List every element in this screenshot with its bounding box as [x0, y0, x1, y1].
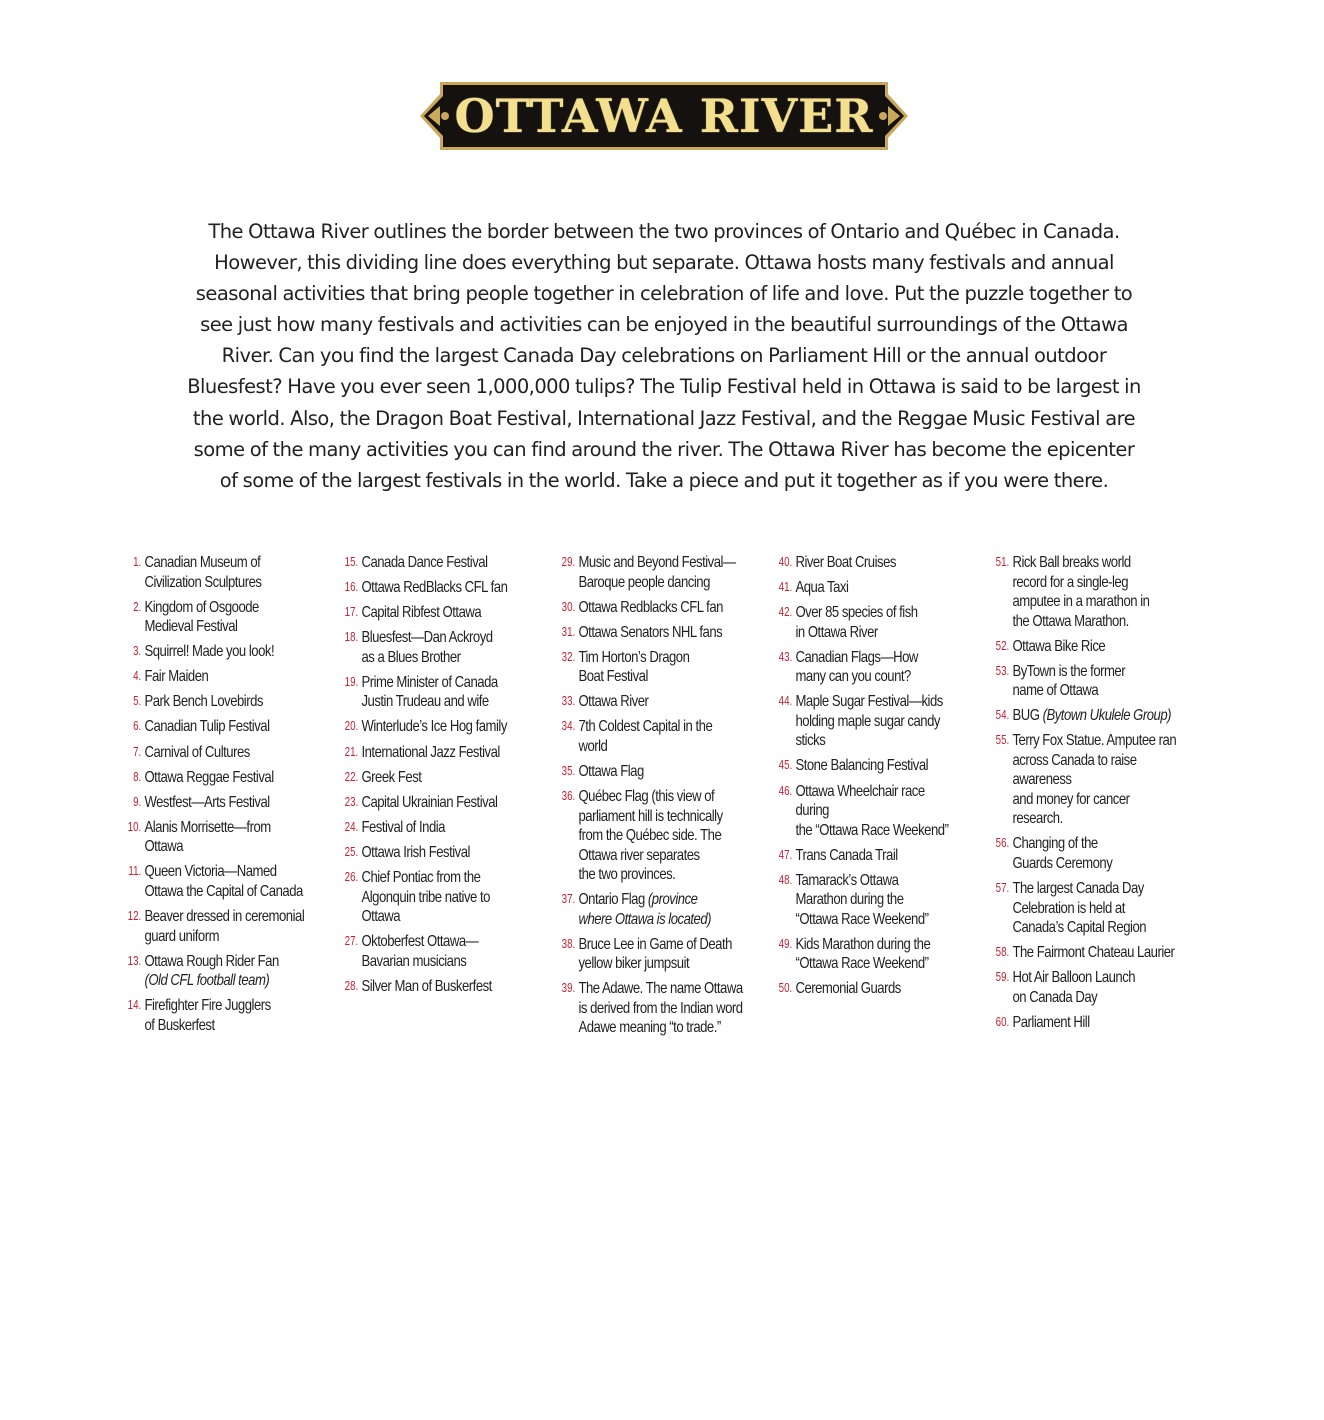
legend-item: [116, 952, 346, 991]
legend-item-label: Parliament Hill: [1012, 1013, 1090, 1031]
legend-item-label: Bruce Lee in Game of Death yellow biker jumpsuit: [578, 935, 732, 973]
legend-item: [116, 598, 346, 637]
legend-item-text: [142, 717, 309, 737]
legend-item-number: 30.: [561, 599, 576, 614]
legend-item-text: [142, 553, 309, 592]
legend-item: [550, 623, 780, 643]
legend-item: [333, 768, 563, 788]
legend-item: [550, 762, 780, 782]
legend-item: [767, 578, 997, 598]
legend-item-text: [142, 793, 309, 813]
legend-item: [333, 628, 563, 667]
legend-item-label: Festival of India: [361, 818, 445, 836]
legend-item: [333, 578, 563, 598]
legend-item-number: 17.: [344, 605, 359, 620]
legend-item-label: Firefighter Fire Jugglers of Buskerfest: [144, 997, 271, 1034]
legend-item-text: [793, 756, 960, 776]
legend-item: [767, 756, 997, 776]
legend-item-number: 18.: [344, 630, 359, 645]
legend-item-number: 47.: [778, 847, 793, 862]
legend-item-label: The Fairmont Chateau Laurier: [1012, 944, 1175, 962]
legend-item-text: [1010, 943, 1177, 963]
legend-item-label: Squirrel! Made you look!: [144, 643, 275, 661]
legend-item-number: 10.: [127, 819, 142, 834]
legend-item-label: BUG: [1012, 707, 1040, 725]
legend-item-text: [793, 979, 960, 999]
legend-item: [550, 979, 780, 1038]
legend-item: [984, 731, 1214, 829]
intro-line: River. Can you find the largest Canada Day celebrations on Parliament Hill or the annual outdoor: [221, 344, 1107, 368]
legend-item: [116, 692, 346, 712]
legend-item-label: Québec Flag (this view of parliament hill is technically from the Québec side. The Ottawa river separates the two provinces.: [578, 788, 723, 884]
legend-item-number: 21.: [344, 744, 359, 759]
legend-item: [116, 907, 346, 946]
legend-item-number: 27.: [344, 934, 359, 949]
legend-item: [116, 717, 346, 737]
legend-item: [333, 868, 563, 927]
legend-item-text: [576, 553, 743, 592]
legend-item-text: [142, 768, 309, 788]
legend-item-text: [1010, 731, 1177, 829]
legend-item: [550, 935, 780, 974]
legend-item-number: 8.: [133, 769, 142, 784]
legend-item-label: Changing of the Guards Ceremony: [1012, 835, 1113, 872]
legend-item-note: (Bytown Ukulele Group): [1042, 707, 1172, 725]
legend-item-number: 46.: [778, 783, 793, 798]
legend-item-text: [359, 717, 526, 737]
legend-item-number: 40.: [778, 555, 793, 569]
legend-item-text: [576, 762, 743, 782]
legend-item-number: 56.: [995, 836, 1010, 851]
legend-item-text: [793, 846, 960, 866]
legend-item-text: [1010, 1013, 1177, 1033]
legend-item: [116, 642, 346, 662]
legend-item-number: 45.: [778, 758, 793, 773]
legend-item-number: 29.: [561, 555, 576, 569]
legend-item-label: Ottawa Bike Rice: [1012, 637, 1106, 655]
legend-item: [767, 846, 997, 866]
legend-item-label: Chief Pontiac from the Algonquin tribe native to Ottawa: [361, 869, 490, 926]
legend-item-text: [359, 977, 526, 997]
legend-item-text: [142, 743, 309, 763]
legend-item-label: Queen Victoria—Named Ottawa the Capital of Canada: [144, 863, 303, 900]
legend-item-label: Fair Maiden: [144, 668, 209, 686]
legend-item-number: 37.: [561, 892, 576, 907]
legend-column-1: [116, 553, 346, 1041]
legend-item-label: ByTown is the former name of Ottawa: [1012, 662, 1126, 700]
legend-item: [550, 598, 780, 618]
legend-item-number: 58.: [995, 945, 1010, 960]
legend-item-number: 14.: [127, 998, 142, 1013]
legend-item-text: [359, 628, 526, 667]
legend-item-label: Tim Horton’s Dragon Boat Festival: [578, 648, 690, 686]
legend-item-number: 35.: [561, 764, 576, 779]
intro-line: the world. Also, the Dragon Boat Festival, International Jazz Festival, and the Reggae Music Festival are: [192, 406, 1136, 430]
legend-item-text: [142, 907, 309, 946]
legend-item-label: Rick Ball breaks world record for a single-leg amputee in a marathon in the Ottawa Marathon.: [1012, 554, 1150, 630]
legend-item-text: [359, 843, 526, 863]
legend-item-label: Prime Minister of Canada Justin Trudeau and wife: [361, 673, 498, 711]
legend-item-text: [359, 673, 526, 712]
legend-item: [116, 818, 346, 857]
legend-item: [333, 932, 563, 971]
legend-item: [116, 743, 346, 763]
legend-item-label: Ottawa Reggae Festival: [144, 768, 274, 786]
legend-item: [984, 1013, 1214, 1033]
legend-item-text: [142, 598, 309, 637]
legend-item-text: [576, 598, 743, 618]
legend-item-number: 53.: [995, 663, 1010, 678]
legend-item-number: 60.: [995, 1014, 1010, 1029]
legend-item-label: Bluesfest—Dan Ackroyd as a Blues Brother: [361, 629, 493, 666]
legend-item-number: 9.: [133, 794, 142, 809]
legend-item-number: 11.: [128, 864, 142, 879]
legend-item: [550, 890, 780, 929]
legend-item-label: Carnival of Cultures: [144, 743, 250, 761]
legend-item-label: The largest Canada Day Celebration is held at Canada’s Capital Region: [1012, 880, 1147, 937]
intro-line: The Ottawa River outlines the border between the two provinces of Ontario and Québec in Canada.: [208, 220, 1120, 243]
legend-item-label: Oktoberfest Ottawa— Bavarian musicians: [361, 933, 479, 970]
legend-item-label: Winterlude’s Ice Hog family: [361, 718, 507, 736]
legend-item-number: 24.: [344, 819, 359, 834]
legend-item-text: [1010, 553, 1177, 631]
legend-item-label: Canadian Museum of Civilization Sculptures: [144, 554, 262, 591]
legend-item-label: 7th Coldest Capital in the world: [578, 718, 713, 755]
legend-item-label: Ottawa Irish Festival: [361, 843, 470, 861]
legend-item-text: [142, 952, 309, 991]
legend-item-label: Alanis Morrisette—from Ottawa: [144, 818, 271, 856]
legend-item-text: [793, 871, 960, 930]
legend-item: [116, 862, 346, 901]
legend-item-text: [359, 603, 526, 623]
legend-item-number: 49.: [778, 936, 793, 951]
legend-item: [116, 768, 346, 788]
legend-column-4: [767, 553, 997, 1005]
legend-item-number: 41.: [778, 580, 793, 595]
legend-item-text: [359, 932, 526, 971]
legend-item-label: Trans Canada Trail: [795, 846, 898, 864]
legend-item-text: [576, 623, 743, 643]
legend-item: [984, 834, 1214, 873]
legend-item: [767, 648, 997, 687]
legend-item: [767, 979, 997, 999]
title-banner: [418, 80, 910, 152]
legend-item-text: [576, 717, 743, 756]
legend-item: [984, 968, 1214, 1007]
legend-item-text: [576, 787, 743, 885]
legend-item-text: [576, 890, 743, 929]
legend-item-text: [793, 692, 960, 751]
legend-item-label: Ottawa Rough Rider Fan: [144, 952, 279, 970]
puzzle-key-legend: [116, 553, 1226, 1037]
legend-item: [116, 667, 346, 687]
legend-item-number: 26.: [344, 870, 359, 885]
legend-item-number: 12.: [127, 909, 142, 924]
legend-item-number: 55.: [995, 733, 1010, 748]
legend-item: [767, 692, 997, 751]
legend-column-5: [984, 553, 1214, 1038]
legend-item-number: 32.: [561, 649, 576, 664]
legend-item: [333, 553, 563, 573]
legend-item-label: Canadian Flags—How many can you count?: [795, 648, 918, 686]
legend-item-text: [1010, 637, 1177, 657]
legend-item-label: Westfest—Arts Festival: [144, 793, 270, 811]
legend-item: [767, 603, 997, 642]
legend-item-number: 15.: [344, 555, 359, 569]
legend-item-number: 38.: [561, 936, 576, 951]
legend-item-label: The Adawe. The name Ottawa is derived from the Indian word Adawe meaning “to trade.”: [578, 980, 743, 1037]
legend-item-text: [793, 648, 960, 687]
legend-item: [333, 977, 563, 997]
legend-item-text: [142, 996, 309, 1035]
legend-item-label: Greek Fest: [361, 768, 422, 786]
legend-item-label: Ottawa Senators NHL fans: [578, 623, 723, 641]
legend-item: [767, 782, 997, 841]
legend-item-text: [793, 578, 960, 598]
legend-item-label: Canada Dance Festival: [361, 554, 488, 571]
legend-item: [767, 935, 997, 974]
legend-item-number: 25.: [344, 844, 359, 859]
legend-item-label: Canadian Tulip Festival: [144, 718, 270, 736]
legend-item-number: 48.: [778, 872, 793, 887]
legend-item-label: Ontario Flag: [578, 891, 645, 909]
legend-item-text: [1010, 968, 1177, 1007]
legend-item: [333, 818, 563, 838]
legend-item-text: [1010, 879, 1177, 938]
intro-line: However, this dividing line does everything but separate. Ottawa hosts many festivals and annual: [214, 251, 1114, 275]
legend-item-text: [1010, 834, 1177, 873]
legend-item-text: [359, 793, 526, 813]
legend-item-number: 1.: [133, 555, 142, 569]
legend-item: [550, 692, 780, 712]
legend-item: [333, 673, 563, 712]
legend-item-text: [793, 603, 960, 642]
legend-item-label: Hot Air Balloon Launch on Canada Day: [1012, 969, 1136, 1006]
legend-item-text: [142, 642, 309, 662]
legend-item-text: [359, 578, 526, 598]
legend-item-label: River Boat Cruises: [795, 554, 896, 571]
legend-item-label: Music and Beyond Festival— Baroque people dancing: [578, 554, 736, 591]
legend-item-number: 52.: [995, 638, 1010, 653]
legend-item-text: [359, 553, 526, 573]
legend-item: [550, 787, 780, 885]
legend-item-label: Aqua Taxi: [795, 579, 849, 597]
legend-item: [984, 662, 1214, 701]
legend-item-number: 4.: [133, 669, 142, 684]
legend-item: [984, 553, 1214, 631]
legend-item-text: [142, 667, 309, 687]
legend-item-number: 34.: [561, 719, 576, 734]
legend-item-label: Ottawa Flag: [578, 763, 644, 781]
legend-item-label: Kids Marathon during the “Ottawa Race Weekend”: [795, 935, 931, 973]
legend-item-label: Capital Ribfest Ottawa: [361, 604, 482, 622]
legend-item-number: 7.: [133, 744, 142, 759]
legend-item-number: 50.: [778, 981, 793, 996]
legend-item-text: [1010, 706, 1177, 726]
legend-item-text: [793, 935, 960, 974]
legend-item-label: Stone Balancing Festival: [795, 757, 929, 775]
legend-item-text: [142, 862, 309, 901]
legend-item-number: 57.: [995, 881, 1010, 896]
legend-item: [116, 996, 346, 1035]
legend-item-label: Over 85 species of fish in Ottawa River: [795, 604, 918, 641]
legend-item-number: 36.: [561, 789, 576, 804]
legend-item-text: [359, 743, 526, 763]
legend-item: [767, 871, 997, 930]
intro-line: seasonal activities that bring people together in celebration of life and love. Put the puzzle together to: [195, 282, 1133, 306]
legend-item-text: [1010, 662, 1177, 701]
legend-item-text: [576, 935, 743, 974]
legend-item: [984, 943, 1214, 963]
legend-item-label: Park Bench Lovebirds: [144, 693, 263, 711]
intro-line: of some of the largest festivals in the world. Take a piece and put it together as if you were there.: [219, 468, 1109, 492]
legend-item: [550, 717, 780, 756]
intro-line: see just how many festivals and activities can be enjoyed in the beautiful surroundings of the Ottawa: [200, 313, 1128, 337]
legend-item-number: 39.: [561, 981, 576, 996]
legend-item: [116, 793, 346, 813]
legend-item-text: [793, 782, 960, 841]
legend-item-number: 54.: [995, 708, 1010, 723]
legend-item-label: Ottawa RedBlacks CFL fan: [361, 579, 508, 597]
legend-item-label: Beaver dressed in ceremonial guard uniform: [144, 908, 305, 945]
legend-item-note: (province where Ottawa is located): [578, 891, 712, 928]
legend-item-text: [359, 768, 526, 788]
legend-item: [984, 706, 1214, 726]
legend-item-number: 3.: [133, 644, 142, 659]
page-title: OTTAWA RIVER: [454, 89, 874, 143]
legend-item-label: Ceremonial Guards: [795, 980, 901, 998]
legend-item: [333, 793, 563, 813]
legend-item: [333, 603, 563, 623]
legend-item-number: 6.: [133, 719, 142, 734]
legend-item-text: [576, 979, 743, 1038]
legend-item-note: (Old CFL football team): [144, 972, 270, 990]
legend-item-label: International Jazz Festival: [361, 743, 500, 761]
legend-item-number: 43.: [778, 649, 793, 664]
legend-item-text: [576, 648, 743, 687]
intro-line: some of the many activities you can find around the river. The Ottawa River has become the epicenter: [193, 437, 1135, 461]
legend-item-text: [359, 818, 526, 838]
legend-item-number: 31.: [561, 624, 576, 639]
legend-item-number: 51.: [995, 555, 1010, 569]
legend-item-number: 2.: [133, 599, 142, 614]
legend-item-number: 13.: [127, 953, 142, 968]
legend-item-number: 20.: [344, 719, 359, 734]
legend-item-label: Kingdom of Osgoode Medieval Festival: [144, 598, 259, 636]
legend-item-label: Tamarack’s Ottawa Marathon during the “Ottawa Race Weekend”: [795, 871, 929, 928]
legend-item-number: 22.: [344, 769, 359, 784]
legend-item: [984, 879, 1214, 938]
legend-item-number: 5.: [133, 694, 142, 709]
legend-item: [333, 717, 563, 737]
legend-item-number: 59.: [995, 970, 1010, 985]
legend-item-text: [142, 692, 309, 712]
legend-item-text: [576, 692, 743, 712]
legend-item-text: [142, 818, 309, 857]
legend-item-text: [359, 868, 526, 927]
legend-item: [550, 648, 780, 687]
legend-item: [550, 553, 780, 592]
intro-paragraph: [165, 216, 1163, 496]
legend-item-number: 42.: [778, 605, 793, 620]
legend-item-label: Ottawa River: [578, 693, 649, 711]
legend-item-text: [793, 553, 960, 573]
intro-line: Bluesfest? Have you ever seen 1,000,000 tulips? The Tulip Festival held in Ottawa is said to be largest in: [187, 375, 1141, 399]
legend-item: [333, 843, 563, 863]
legend-item-label: Terry Fox Statue. Amputee ran across Canada to raise awareness and money for cancer research.: [1012, 732, 1177, 828]
legend-item-number: 28.: [344, 978, 359, 993]
legend-column-2: [333, 553, 563, 1002]
legend-item: [333, 743, 563, 763]
legend-item-label: Maple Sugar Festival—kids holding maple sugar candy sticks: [795, 693, 943, 750]
legend-item: [116, 553, 346, 592]
legend-item-number: 23.: [344, 794, 359, 809]
legend-item-label: Ottawa Redblacks CFL fan: [578, 598, 723, 616]
legend-item-label: Silver Man of Buskerfest: [361, 977, 492, 995]
legend-item-number: 44.: [778, 694, 793, 709]
legend-item-number: 19.: [344, 674, 359, 689]
legend-column-3: [550, 553, 780, 1044]
legend-item-number: 33.: [561, 694, 576, 709]
legend-item-label: Ottawa Wheelchair race during the “Ottawa Race Weekend”: [795, 782, 949, 839]
legend-item: [767, 553, 997, 573]
legend-item-number: 16.: [344, 580, 359, 595]
legend-item: [984, 637, 1214, 657]
legend-item-label: Capital Ukrainian Festival: [361, 793, 498, 811]
